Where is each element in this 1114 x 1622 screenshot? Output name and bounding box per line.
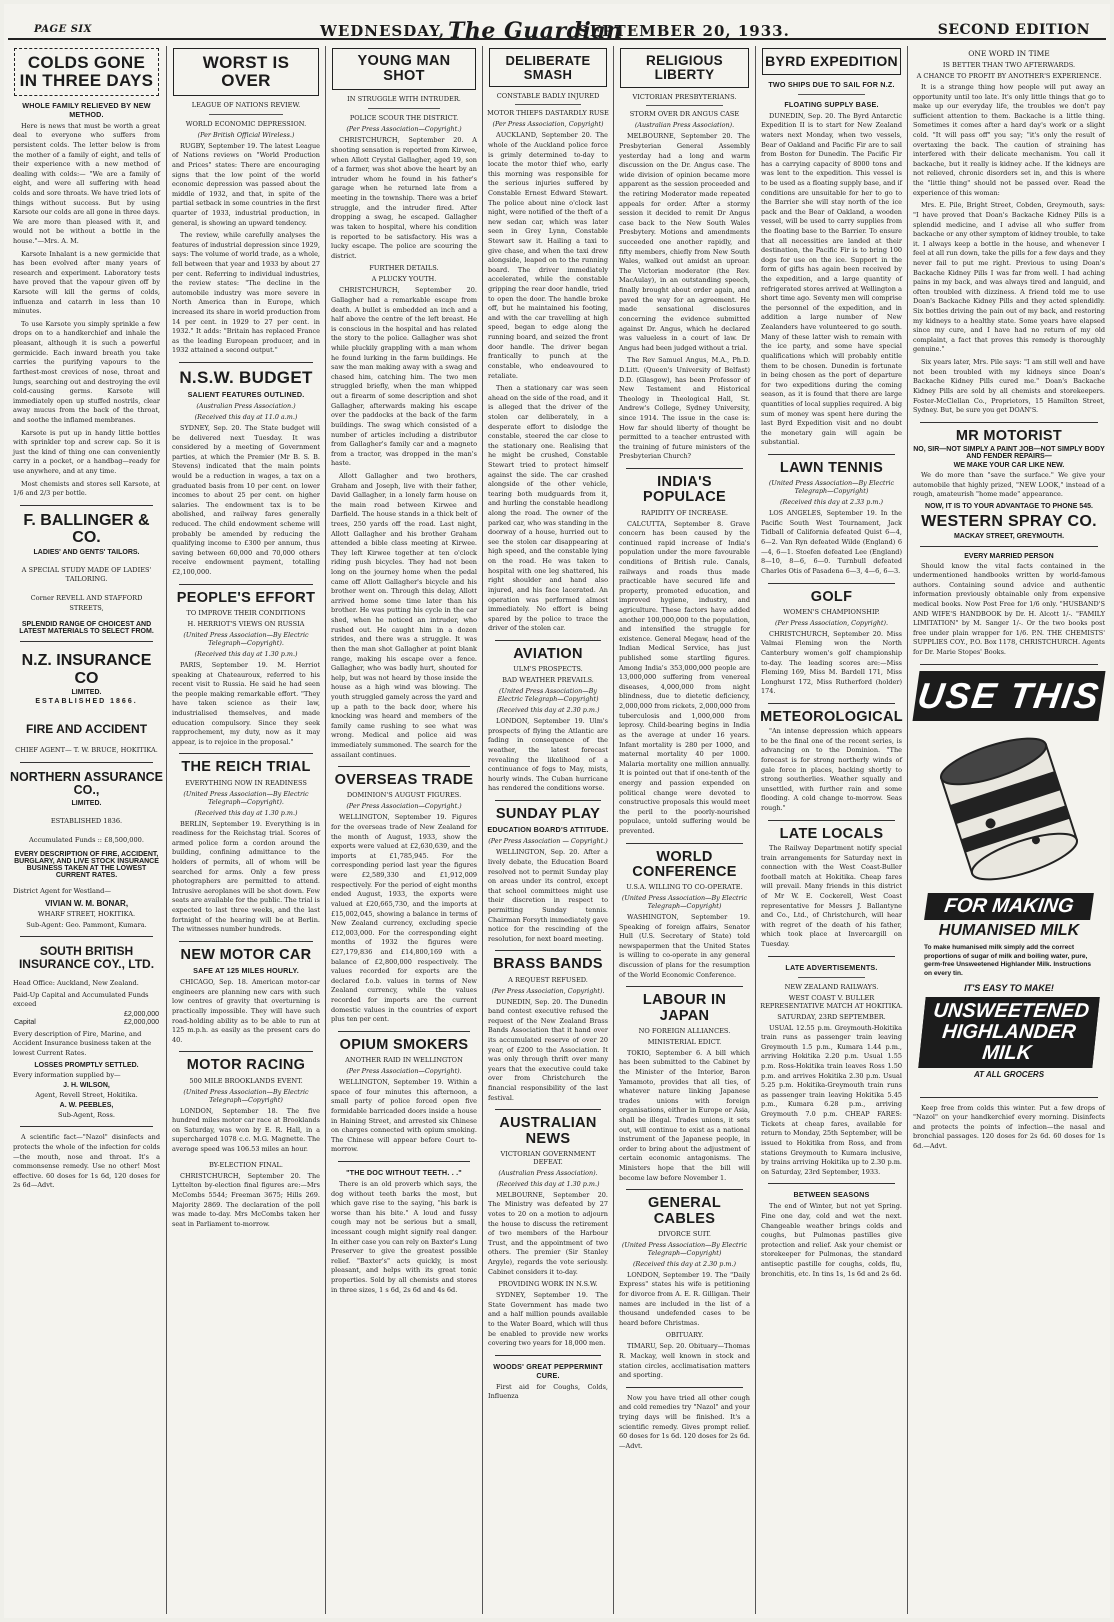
article-text: WELLINGTON, Sep. 20. After a lively debate, the Education Board resolved not to permit Sunday play on areas under its control, except that school committees might use their discretion in respect to permitting Sunday tennis. Chairman Forsyth immediately gave notice for the rescinding of the resolution, for next board meeting. [488, 848, 608, 943]
headline: WORLD CONFERENCE [632, 848, 737, 880]
news-credit: (United Press Association—By Electric Telegraph—Copyright). [183, 630, 309, 647]
divider [20, 1126, 153, 1127]
news-credit: (Received this day at 11.0 a.m.) [194, 412, 298, 421]
headline: PEOPLE'S EFFORT [176, 589, 316, 606]
column-rule [166, 46, 167, 1614]
subheadline: 500 MILE BROOKLANDS EVENT. [189, 1076, 303, 1085]
divider [798, 977, 865, 978]
ad-row [14, 1019, 159, 1026]
newspaper-page [4, 4, 1110, 1618]
subheadline: MOTOR THIEFS DASTARDLY RUSE [487, 109, 609, 118]
news-credit: (Received this day at 1.30 p.m.) [194, 649, 298, 658]
subheadline: H. HERRIOT'S VIEWS ON RUSSIA [187, 619, 305, 628]
subheadline: NO FOREIGN ALLIANCES. [638, 1026, 731, 1035]
divider [646, 105, 723, 106]
subheadline: NEW ZEALAND RAILWAYS. [784, 982, 879, 991]
column-rule [755, 46, 756, 1614]
ad-title: SOUTH BRITISH INSURANCE COY., LTD. [18, 944, 155, 972]
ad-line: WHARF STREET, HOKITIKA. [37, 909, 136, 918]
news-credit: (United Press Association—By Electric Telegraph—Copyright) [497, 687, 599, 704]
page-number: PAGE SIX [34, 24, 92, 35]
article-text: SYDNEY, September 19. The State Government has made two and a half million pounds available to the Water Board, which will thus be enabled to provide new works covering two years for 18,000 men. [488, 1291, 608, 1348]
divider [20, 762, 153, 763]
divider [768, 703, 895, 704]
article-text: DUNEDIN, Sep. 20. The Dunedin band contest executive refused the request of the New Zealand Brass Bands Association that it hand over its accumulated reserve of over 20 year, of £200 to the Association. It was only through thrift over many years that the executive could take over from Christchurch the financial responsibility of the last festival. [488, 997, 608, 1102]
milk-advertisement [916, 671, 1102, 1091]
news-credit: (United Press Association—By Electric Telegraph—Copyright) [621, 1240, 748, 1257]
subheadline: SATURDAY, 23RD SEPTEMBER. [777, 1012, 886, 1021]
article-text: RUGBY, September 19. The latest League of Nations reviews on "World Production and Prices" states: There are encouraging signs that the low point of the world economic depression was passed about the middle of 1932, and that, in spite of the partial setback in some countries in the first quarter of 1933, industrial production, in general, is showing an upward tendency. [172, 141, 320, 227]
news-credit: (Per Press Association, Copyright). [491, 986, 605, 995]
subheadline: A CHANCE TO PROFIT BY ANOTHER'S EXPERIENCE. [916, 72, 1102, 80]
divider [626, 1387, 743, 1388]
article-text: MELBOURNE, September 20. The Ministry was defeated by 27 votes to 20 on a motion to adjourn the house to discuss the retirement of two members of the Harbour Trust, and the appointment of two others. The premier (Sir Stanley Argyle), regards the vote seriously. Cabinet considers it to-day. [488, 1190, 608, 1276]
divider [20, 505, 153, 506]
ad-line: LIMITED. [71, 689, 102, 697]
article-text: "An intense depression which appears to be the final one of the recent series, is advancing on to the Dominion. "The forecast is for strong northerly winds of gale force in places, backing shortly to strong southerlies. Weather squally and unsettled, with further rain and some flooding. A cold change to-morrow. Seas rough." [761, 727, 902, 813]
column-rule [613, 46, 614, 1614]
subheadline: BY-ELECTION FINAL. [208, 1160, 284, 1169]
divider [20, 936, 153, 937]
ad-line: VIVIAN W. M. BONAR, [44, 898, 129, 908]
subheadline: BAD WEATHER PREVAILS. [502, 676, 594, 685]
subheadline: FURTHER DETAILS. [369, 264, 439, 273]
divider [495, 640, 601, 641]
divider [920, 546, 1098, 547]
ad-line: LADIES' AND GENTS' TAILORS. [33, 549, 140, 557]
news-credit: (Per Press Association—Copyright). [346, 1067, 462, 1076]
article-text: To use Karsote you simply sprinkle a few drops on to a handkerchief and inhale the pleasant, although it is such a powerful germicide. Each inward breath you take carries the purifying vapours to the farthest-most crevices of nose, throat and lungs, searching out and destroying the evil cold-causing germs. Karsote will immediately open up stuffed nostrils, clear away mucus from the back of the throat, and soothe the inflamed membranes. [13, 319, 160, 424]
ad-line: Sub-Agent: Geo. Pammont, Kumara. [26, 920, 147, 929]
column-2 [169, 46, 323, 1614]
divider [179, 362, 313, 363]
article-text: There is an old proverb which says, the dog without teeth barks the most, but which gave rise to the saying, "his bark is worse than his bite." A loud and fussy cough may not be serious but a small, incessant cough might signify real danger. In either case you can rely on Baxter's Lung Preserver to give the greatest possible relief. "Baxter's" acts quickly, is most pleasant, and helps with its great tonic properties. Sold by all chemists and stores in three sizes, 1 s 6d, 2s 6d and 4s 6d. [331, 1179, 477, 1294]
subheadline: VICTORIAN GOVERNMENT DEFEAT. [500, 1149, 596, 1166]
subheadline: DOMINION'S AUGUST FIGURES. [346, 791, 462, 800]
subheadline: EDUCATION BOARD'S ATTITUDE. [487, 825, 609, 835]
column-rule [907, 46, 908, 1614]
ad-line: Corner REVELL AND STAFFORD STREETS, [30, 594, 143, 612]
divider [495, 950, 601, 951]
ad-line: ESTABLISHED 1866. [35, 698, 138, 706]
ad-headline: USE THIS [912, 671, 1105, 721]
subheadline: LEAGUE OF NATIONS REVIEW. [191, 100, 301, 109]
ad-line: AT ALL GROCERS [973, 1070, 1045, 1080]
article-text: CALCUTTA, September 8. Grave concern has been caused by the continued rapid increase of India's population under the more favourable conditions of British rule. Canals, railways and roads thus made practicable have secured life and property, promoted education, and improved hygiene, industry, and agriculture. These factors have added another 100,000,000 to the population, and intensified the struggle for existence. General Megaw, head of the Indian Medical Service, has just published some startling figures. Among India's 353,000,000 people are 13,000,000 suffering from venereal diseases, 4,000,000 from night blindness, due to dietetic deficiency, 2,000,000 from rickets, 2,000,000 from tuberculosis and 1,000,000 from leprosy. Child-bearing begins in India as the average at under 16 years. Infant mortality is 280 per 1000, and maternal mortality 40 per 1000. Malaria mortality one million annually. It is pointed out that if one-tenth of the energy and passion expended on political change were devoted to constructive proposals this would meet the peril to the poorly-nourished populace, untold suffering would be prevented. [619, 519, 750, 835]
divider [768, 583, 895, 584]
news-credit: (Per Press Association, Copyright) [492, 120, 604, 129]
ad-line: A SPECIAL STUDY MADE OF LADIES' TAILORING. [21, 566, 152, 584]
headline: ONE WORD IN TIME [968, 49, 1050, 58]
ad-label: Capital [14, 1019, 36, 1027]
divider [626, 843, 743, 844]
subheadline: A PLUCKY YOUTH. [371, 275, 437, 284]
news-credit: (Received this day at 2.33 p.m.) [780, 498, 883, 507]
news-credit: (Per Press Association—Copyright.) [346, 802, 462, 811]
article-text: The review, while carefully analyses the features of industrial depression since 1929, says: The volume of world trade, as a whole, fell between that year and 1933 by about 27 per cent. Referring to individual industries, the review states: "The decline in the automobile industry was more severe in North America than in Europe, which increased its share in world production from 14 per cent. in 1929 to 27 per cent. in 1932." It adds: "Britain has replaced France as the leading European producer, and in 1932 attained a second output." [172, 231, 320, 355]
ad-title: FIRE AND ACCIDENT [25, 722, 148, 737]
advertorial-text: Keep free from colds this winter. Put a few drops of "Nazol" on your handkerchief every morning. Disinfects and protects the points of infection—the nasal and bronchial passages. 120 doses for 2s 6d. 60 doses for 1s 6d.—Advt. [913, 1103, 1105, 1151]
subheadline: STORM OVER DR ANGUS CASE [629, 110, 740, 119]
ad-line: CHIEF AGENT— T. W. BRUCE, HOKITIKA. [15, 746, 158, 755]
subheadline: ULM'S PROSPECTS. [513, 665, 583, 674]
headline: NEW MOTOR CAR [180, 946, 312, 963]
headline: LATE LOCALS [779, 825, 884, 842]
ad-text: To make humanised milk simply add the correct proportions of sugar of milk and boiling water, pure, germ-free Unsweetened Highlander Milk. Instructions on every tin. [924, 943, 1092, 978]
headline: RELIGIOUS LIBERTY [620, 48, 749, 88]
headline: METEOROLOGICAL [760, 708, 903, 725]
milk-tin-illustration [929, 729, 1089, 889]
subheadline: IS BETTER THAN TWO AFTERWARDS. [942, 61, 1076, 69]
subheadline: RAPIDITY OF INCREASE. [641, 508, 728, 517]
article-text: The Railway Department notify special train arrangements for Saturday next in connection with the West Coast-Buller football match at Hokitika. Cheap fares will prevail. Many friends in this district of Mr W. E. Cockerell, West Coast representative for Messrs J. Ballantyne and Co., Ltd., of Christchurch, will hear with regret of the death of his father, which took place at Invercargill on Tuesday. [761, 843, 902, 948]
subheadline: CONSTABLE BADLY INJURED [496, 92, 600, 101]
masthead [8, 10, 1106, 44]
divider [179, 1051, 313, 1052]
ad-body [916, 893, 1102, 1080]
article-text: Most chemists and stores sell Karsote, at 1/6 and 2/3 per bottle. [13, 479, 160, 498]
divider [768, 1183, 895, 1184]
advertorial-text: Six years later, Mrs. Pile says: "I am still well and have not been troubled with my kidneys since Doan's Backache Kidney Pills cured me." Doan's Backache Kidney Pills are sold by all chemists and storekeepers. Foster-McClellan Co., Proprietors, 15 Hamilton Street, Sydney. But, be sure you get DOAN'S. [913, 358, 1105, 415]
divider [179, 753, 313, 754]
headline: COLDS GONE IN THREE DAYS [14, 48, 159, 96]
article-text: CHRISTCHURCH, September 20. Gallagher had a remarkable escape from death. A bullet is embedded an inch and a half above the centre of the left breast. He is conscious in the hospital and has related the story to the police. Gallagher was shot while pluckily grappling with a man whom he found lurking in the farm buildings. He saw the man making away with a swag and chased him, catching him. The two men struggled briefly, when the man whipped out a firearm of some description and shot Gallagher, afterwards making his escape over the paddocks at the back of the farm buildings. The swag which consisted of a number of articles including a distributor from Gallagher's family car and a magneto from a tractor, was dropped in the man's haste. [331, 286, 477, 468]
ad-line: Accumulated Funds :: £8,500,000. [29, 836, 144, 845]
subheadline: VICTORIAN PRESBYTERIANS. [632, 93, 737, 102]
divider [768, 820, 895, 821]
ad-title: EVERY MARRIED PERSON [964, 552, 1054, 560]
article-text: The Rev Samuel Angus, M.A., Ph.D. D.Litt. (Queen's University of Belfast) D.D. (Glasgow), has been Professor of New Testament and Historical Theology in Theological Hall, St. Andrew's College, Sydney University, since 1914. The issue in the case is: How far should liberty of thought be permitted to a teacher entrusted with the training of future ministers of the Presbyterian Church? [619, 356, 750, 461]
headline: BRASS BANDS [493, 956, 603, 973]
news-credit: (Received this day at 1.30 p.m.) [194, 808, 298, 817]
subheadline: IN STRUGGLE WITH INTRUDER. [347, 95, 461, 104]
ad-line: LIMITED. [71, 800, 102, 807]
advertorial-text: It is a strange thing how people will put away an opportunity until too late. It's only little things that go to make up our everyday life, the troubles we don't pay sufficient attention to them. Backache is a little thing. Sometimes it comes after a hard day's work or a slight cold. "It will pass off" you say; "it's only the result of overtaxing the back. The caution of straining has interfered with their delicate mechanism. You call it backache, but it really is kidney ache. If the kidneys are not relieved, chronic disorders set in, and this is where the "little thing" should not be passed over. Read the experience of this woman: [913, 83, 1105, 197]
ad-line: J. H. WILSON, [63, 1082, 110, 1089]
ad-line: ESTABLISHED 1836. [50, 817, 123, 825]
subheadline: U.S.A. WILLING TO CO-OPERATE. [626, 883, 743, 892]
headline: SUNDAY PLAY [495, 806, 601, 823]
ad-line: Agent, Revell Street, Hokitika. [35, 1091, 138, 1099]
headline: MOTOR RACING [186, 1057, 306, 1074]
ad-line: Sub-Agent, Ross. [58, 1111, 115, 1120]
news-credit: (United Press Association—By Electric Telegraph—Copyright) [621, 894, 748, 911]
divider [179, 584, 313, 585]
article-text: LONDON, September 18. The five hundred miles motor car race at Brooklands on Saturday, was won by E. R. Hall, in a supercharged 1078 c.c. M.G. Magnette. The average speed was 106.53 miles an hour. [172, 1106, 320, 1154]
article-text: Karsote is put up in handy little bottles with sprinkler top and screw cap. So it is just the kind of thing one can conveniently carry in a pocket, or a handbag—ready for use anywhere, and at any time. [13, 428, 160, 476]
ad-value: £2,000,000 [123, 1011, 159, 1019]
article-text: TOKIO, September 6. A bill which has been submitted to the Cabinet by the Minister of the Interior, Baron Yamamoto, provides that all ties, of whatever nature linking Japanese trades unions with foreign organisations, either in Europe or Asia, shall be illegal. Trades unions, it sets out, will continue to exist as a national instrument of the Japanese people, in order to bring about the adjustment of certain economic antagonisms. The Ministers hope that the bill will become law before November 1. [619, 1048, 750, 1182]
subheadline: TWO SHIPS DUE TO SAIL FOR N.Z. [768, 79, 895, 89]
subheadline: WEST COAST V. BULLER REPRESENTATIVE MATCH AT HOKITIKA. [760, 993, 903, 1010]
divider [920, 664, 1098, 665]
subheadline: TO IMPROVE THEIR CONDITIONS [186, 608, 306, 617]
newspaper-title: The Guardian [448, 18, 623, 44]
headline: YOUNG MAN SHOT [332, 48, 476, 90]
headline: LAWN TENNIS [779, 460, 884, 477]
ad-title: F. BALLINGER & CO. [23, 511, 150, 547]
headline: AUSTRALIAN NEWS [499, 1115, 597, 1147]
masthead-day: WEDNESDAY, [320, 22, 446, 40]
ad-line: Paid-Up Capital and Accumulated Funds exceed [13, 990, 149, 1008]
article-text: Karsote Inhalant is a new germicide that has been evolved after many years of research and experiment. Laboratory tests have proved that the vapour given off by Karsote will kill the germs of colds, influenza and catarrh in less than 10 minutes. [13, 249, 160, 316]
headline: BYRD EXPEDITION [762, 48, 901, 75]
subheadline: WOMEN'S CHAMPIONSHIP. [783, 607, 880, 616]
article-text: BERLIN, September 19. Everything is in readiness for the Reichstag trial. Scores of armed police form a cordon around the building, confining admittance to the holders of permits, all of whom will be searched for arms. Only a few press photographers are permitted to attend. Intrusive aeroplanes will be shot down. Few seats are available for the public. The trial is expected to last three weeks, and the last fortnight of the hearing will be at Berlin. The witnesses number hundreds. [172, 819, 320, 934]
article-text: CHICAGO, Sep. 18. American motor-car engineers are planning new cars with such low centres of gravity that overturning is practically impossible. They will have such road-holding ability as to be able to run at 125 m.p.h. as easily as the present cars do 40. [172, 978, 320, 1044]
headline: OVERSEAS TRADE [334, 772, 474, 789]
divider [768, 956, 895, 957]
ad-line: IT'S EASY TO MAKE! [964, 983, 1054, 994]
article-text: TIMARU, Sep. 20. Obituary—Thomas R. Mackay, well known in stock and station circles, acclimatisation matters and sporting. [619, 1342, 750, 1380]
column-rule [482, 46, 483, 1614]
article-text: WELLINGTON, September 19. Figures for the overseas trade of New Zealand for the month of August, 1933, show the exports were valued at £2,630,639, and the imports at £1,785,945. For the corresponding period last year the figures were £2,589,330 and £1,912,009 respectively. For the period of eight months ended August, 1933, the exports were valued at £20,665,730, and the imports at £15,002,045, showing a balance in terms of New Zealand currency, excluding specie £12,003,000. For the corresponding eight months of 1932 the figures were £27,179,836 and £14,800,169 with a balance of £2,800,000 respectively. The values recorded for exports are the declared f.o.b. values in terms of New Zealand currency, while the values recorded for imports are the current domestic values in the countries of export plus ten per cent. [331, 813, 477, 1024]
article-text: CHRISTCHURCH, September 20. A shooting sensation is reported from Kirwee, when Allott Crystal Gallagher, aged 19, son of a farmer, was shot above the heart by an intruder whom he found in his father's garage when he returned late from a meeting in the township. There was a brief struggle, and the intruder fired. After dropping a swag, he escaped. Gallagher was taken to hospital, where his condition is reported to be satisfactory. His was a lucky escape. The police are scouring the district. [331, 136, 477, 260]
news-credit: (United Press Association—By Electric Telegraph—Copyright). [183, 789, 309, 806]
news-credit: (Australian Press Association). [498, 1168, 598, 1177]
ad-brand: UNSWEETENED HIGHLANDER MILK [918, 997, 1099, 1068]
headline: DELIBERATE SMASH [489, 48, 607, 87]
news-credit: (United Press Association—By Electric Telegraph—Copyright) [183, 1087, 309, 1104]
edition-label: SECOND EDITION [937, 22, 1090, 38]
subheadline: DIVORCE SUIT. [657, 1229, 712, 1238]
subheadline: "THE DOC WITHOUT TEETH. . ." [346, 1167, 462, 1177]
column-7 [910, 46, 1108, 1614]
column-rule [325, 46, 326, 1614]
divider [920, 422, 1098, 423]
ad-title: NORTHERN ASSURANCE CO., [10, 769, 163, 798]
ad-title: WESTERN SPRAY CO. [921, 512, 1097, 530]
subheadline: LATE ADVERTISEMENTS. [785, 962, 878, 972]
advertorial-text: Now you have tried all other cough and cold remedies try "Nazol" and your trying days will be finished. It's a scientific remedy. Gives prompt relief. 60 doses for 1s 6d. 120 doses for 2s 6d.—Advt. [619, 1393, 750, 1450]
news-credit: (Received this day at 2.30 p.m.) [633, 1259, 736, 1268]
advertorial-text: The end of Winter, but not yet Spring. Fine one day, cold and wet the next. Changeable weather brings colds and coughs, but Pulmonas pastilles give protection and relief. Ask your chemist or storekeeper for Pulmonas, the standard antiseptic pastille for coughs, colds, flu, bronchitis, etc. In tins 1s, 1s 6d and 2s 6d. [761, 1202, 902, 1278]
headline: LABOUR IN JAPAN [642, 992, 727, 1024]
column-5 [616, 46, 753, 1614]
milk-tin-icon [929, 729, 1089, 889]
article-text: AUCKLAND, September 20. The whole of the Auckland police force is grimly determined to-day to locate the motor thief who, early this morning was responsible for the serious injuries suffered by Constable Ernest Edward Stewart. The police about nine o'clock last night, were notified of the theft of a new sedan car, which was later seen in Grey Lynn, Constable Stewart saw it. Hailing a taxi to give chase, and when the taxi drew alongside, leaped on to the running board. The driver immediately accelerated, while the constable gripping the rear door handle, tried to open the door. The handle broke off, but he maintained his footing, and with the car travelling at high speed, began to edge along the running board, and seized the front door handle. The driver began frantically to punch at the constable, who endeavoured to retaliate. [488, 131, 608, 380]
subheadline: A REQUEST REFUSED. [508, 975, 588, 984]
article-text: CHRISTCHURCH, September 20. Miss Valmai Fleming won the North Canterbury women's golf championship to-day. The leading scores are:—Miss Fleming 169, Miss M. Bardell 171, Miss Longhurst 172, Miss Rutherford (holder) 174. [761, 629, 902, 696]
advertorial-text: Mrs. E. Pile, Bright Street, Cobden, Greymouth, says: "I have proved that Doan's Backache Kidney Pills is a splendid medicine, and I advise all who suffer from backache or any other symptom of kidney trouble, to take it. I always keep a bottle in the house, and whenever I feel at all run down, take the pills for a few days and they never fail to put me right. Previous to using Doan's Backache Kidney Pills I was far from well. I had aching pains in my back, and was always tired and languid, and often troubled with dizziness. A friend told me to use Doan's Backache Kidney Pills and they acted splendidly. Six bottles driving the pain out of my back, and restoring my kidneys to a healthy state. Some years have elapsed since my cure, and I have had no return of my old complaint, a fact that proves this remedy is thoroughly genuine." [913, 201, 1105, 354]
divider [495, 1355, 601, 1356]
column-4 [485, 46, 611, 1614]
headline: GOLF [810, 588, 853, 605]
news-credit: (Per Press Association—Copyright.) [346, 125, 462, 134]
divider [338, 1161, 470, 1162]
headline: OPIUM SMOKERS [339, 1036, 469, 1053]
article-text: First aid for Coughs, Colds, Influenza [488, 1382, 608, 1401]
ad-text: Should know the vital facts contained in the undermentioned handbooks written by world-famous authors. Containing sound advice and authentic information previously obtainable only from expensive medical books. Now Post Free for 1/6 only. "HUSBAND'S AND WIFE'S HANDBOOK by Dr. H. Alcott 1/-. "FAMILY LIMITATION" by M. Sanger 1/-. Or the two books post free under plain wrapper for 1/6. P.N. THE CHEMISTS' SUPPLIES COY., P.O. Box 1178, CHRISTCHURCH. Agents for Dr. Marie Stopes' Books. [913, 561, 1105, 657]
ad-line: WE MAKE YOUR CAR LIKE NEW. [953, 461, 1065, 469]
ad-title: N.Z. INSURANCE CO [21, 651, 152, 687]
article-text: Here is news that must be worth a great deal to everyone who suffers from persistent colds. The letter below is from the mother of a family of eight, and tells of their experience with a new method of dealing with colds:— "We are a family of eight, and were all suffering with head colds and sore throats. We have tried lots of things without success. But by using Karsote our colds are all gone in three days. We are more than pleased with it, and would not be without a bottle in the house."—Mrs. A. M. [13, 121, 160, 245]
headline: INDIA'S POPULACE [643, 474, 726, 506]
headline: N.S.W. BUDGET [179, 368, 313, 388]
news-credit: (Received this day at 2.30 p.m.) [496, 706, 600, 715]
subheadline: OBITUARY. [665, 1331, 704, 1340]
divider [515, 104, 581, 105]
divider [626, 986, 743, 987]
article-text: LONDON, September 19. Ulm's prospects of flying the Atlantic are fading in consequence of the weather, the latest forecast revealing the likelihood of a continuance of fogs to May, mists, hourly winds. The Cuban hurricane has rendered the conditions worse. [488, 717, 608, 793]
divider [495, 800, 601, 801]
divider [20, 641, 153, 642]
subheadline: WORLD ECONOMIC DEPRESSION. [185, 119, 307, 128]
ad-line: NOW, IT IS TO YOUR ADVANTAGE TO PHONE 545. [925, 502, 1093, 510]
column-3 [328, 46, 480, 1614]
article-text: DUNEDIN, Sep. 20. The Byrd Antarctic Expedition II is to start for New Zealand waters next Monday, when two vessels, Bear of Oakland and Pacific Fir are to sail from Boston for Dunedin. The Pacific Fir has a carrying capacity of 8000 tons and was lent to the expedition. This vessel is to be used as a floating supply base, and if conditions are unsuitable for her to go to the Barrier she will stay north of the ice pack and the Bear of Oakland, a wooden vessel, will be used to carry supplies from the floating base to the Barrier. To ensure that all necessities are landed at their destination, the Pacific Fir is to bring 100 dogs for use on the ice. Support in the form of gifts has again been received by the expedition, and a large quantity of refrigerated stores arrived at Wellington a short time ago. Seventy men will comprise the personnel of the expedition, and in addition a large number of New Zealanders have volunteered to go south. Many of these latter wish to remain with the ice party, and some have special qualifications which will probably entitle them to be chosen. Dunedin is fortunate in being chosen as the port of departure for two expeditions during the coming season, as it is found that there are large quantities of local supplies required. A big sum of money was spent here during the last Byrd Expedition visit and no doubt the monetary gain will again be substantial. [761, 111, 902, 447]
divider [179, 941, 313, 942]
headline: WORST IS OVER [173, 48, 319, 96]
divider [338, 1031, 470, 1032]
column-6 [758, 46, 905, 1614]
ad-line: District Agent for Westland— [13, 887, 111, 896]
ad-line: SPLENDID RANGE OF CHOICEST AND LATEST MATERIALS TO SELECT FROM. [19, 620, 154, 635]
article-text: WASHINGTON, September 19. Speaking of foreign affairs, Senator Hull (U.S. Secretary of State) told newspapermen that the United States is willing to co-operate in any general discussion of plans for the resumption of the World Economic Conference. [619, 913, 750, 979]
subheadline: SAFE AT 125 MILES HOURLY. [193, 966, 299, 976]
article-text: Allott Gallagher and two brothers, Graham and Joseph, live with their father, David Gallagher, in a lonely farm house on the main road between Kirwee and Darfield. The house stands in a thick belt of trees, 250 yards off the road. Last night, Allott Gallagher and his brother Graham attended a bible class meeting at Kirwee. They left Kirwee together at ten o'clock riding push bicycles. They had not been long on the journey home when the pedal came off Allott Gallagher's bicycle and his brother went on. Through this delay, Allott arrived home some time later than his brother. He was putting his cycle in the car shed, when he noticed an intruder, who rushed out. He caught him in a dozen strides, and there was a struggle. It was then the man shot Gallagher at point blank range, making his escape over a fence. Gallagher, who was badly hurt, shouted for help, but was not heard by those inside the house as a high wind was blowing. The youth struggled gamely across the yard and up a path to the back door, where his knocking was heard and members of the family came rushing to see what was wrong. Medical and police aid was immediately summoned. The search for the assailant continues. [331, 471, 477, 759]
news-credit: (Australian Press Association). [634, 121, 735, 130]
ad-line: FOR MAKING [924, 893, 1094, 920]
ad-line: Every description of Fire, Marine, and Accident Insurance business taken at the lowest Current Rates. [13, 1030, 152, 1057]
news-credit: (Per Press Association — Copyright.) [488, 837, 608, 846]
article-text: SYDNEY, Sep. 20. The State budget will be delivered next Tuesday. It was considered by a meeting of Government parties, at which the Premier (Mr B. S. B. Stevens) indicated that the main points would be a reduction in wages, a tax on a graduated basis from 10 per cent. on lower incomes to about 25 per cent. on higher salaries. The endowment tax is to be abolished, and railway fares generally reduced. The child endowment scheme will probably be amended by reducing the qualifying income to £300 per annum, thus saving between 60,000 and 70,000 others receive endowment payment, totalling £2,100,000. [172, 423, 320, 577]
article-text: LONDON, September 19. The "Daily Express" states his wife is petitioning for divorce from A. E. R. Gilligan. Their names are included in the list of a thousand undefended cases to be heard before Christmas. [619, 1270, 750, 1327]
headline: THE REICH TRIAL [181, 759, 311, 776]
ad-line: Every information supplied by— [13, 1070, 121, 1079]
subheadline: MINISTERIAL EDICT. [647, 1037, 722, 1046]
news-credit: (Per British Official Wireless.) [197, 130, 295, 139]
article-text: MELBOURNE, September 20. The Presbyterian General Assembly yesterday had a long and warm discussion on the Dr. Angus case. The wide division of opinion became more apparent as the session proceeded and the retiring Moderator made repeated appeals for order. After a stormy session it decided to remit Dr Angus case back to the New South Wales Presbytery. Motions and amendments succeeded one another rapidly, and fifty members, chiefly from New South Wales, walked out amidst an uproar. The Victorian moderator (the Rev. MacAulay), in an outstanding speech, finally brought about order again, and paved the way for an agreement. He made sensational disclosures concerning the evidence submitted against Dr. Angus, which he declared was valueless in a court of law. Dr Angus had been judged without a trial. [619, 132, 750, 352]
divider [798, 94, 865, 95]
subheadline: WOODS' GREAT PEPPERMINT CURE. [493, 1361, 603, 1380]
divider [495, 1109, 601, 1110]
column-1 [10, 46, 163, 1614]
news-credit: (Australian Press Association.) [196, 401, 296, 410]
article-text: PARIS, September 19. M. Herriot speaking at Chateauroux, referred to his recent visit to Russia. He said he had seen the people making remarkable effort. "They have taken science as their law, industrialised themselves, and made education compulsory. Since they seek rapprochement, my duty, now as it may appear, is to rejoice in the proposal." [172, 660, 320, 746]
ad-value: £2,000,000 [123, 1019, 159, 1027]
divider [768, 454, 895, 455]
headline: AVIATION [513, 645, 583, 662]
subheadline: POLICE SCOUR THE DISTRICT. [349, 114, 459, 123]
ad-line: MACKAY STREET, GREYMOUTH. [953, 532, 1065, 540]
ad-line: HUMANISED MILK [938, 921, 1080, 939]
subheadline: ANOTHER RAID IN WELLINGTON [345, 1056, 463, 1065]
divider [626, 468, 743, 469]
ad-title: MR MOTORIST [955, 427, 1063, 444]
ad-text: We do more than "save the surface." We give your automobile that highly prized, "NEW LOOK," instead of a rough, amateurish "home made" appearance. [913, 470, 1105, 499]
divider [209, 114, 283, 115]
ad-row [14, 1011, 159, 1018]
article-text: Then a stationary car was seen ahead on the side of the road, and it is alleged that the driver of the stolen car deliberately, in a desperate effort to dislodge the constable, steered the car close to the stationary one. Realising that he might be crushed, Constable Stewart tried to protect himself against the side. The car crashed alongside of the other vehicle, tearing both mudguards from it, and hurling the constable headlong along the road. The owner of the parked car, who was standing in the doorway of a house, hurried out to see the stolen car disappearing at high speed, and the constable lying on the road. He was taken to hospital with one leg shattered, his right shoulder and hand also injured, and his face lacerated. An operation was performed almost immediately. No effort is being spared by the police to trace the driver of the stolen car. [488, 384, 608, 633]
article-text: USUAL 12.55 p.m. Greymouth-Hokitika train runs as passenger train leaving Greymouth 1.5 p.m., Kumara 1.44 p.m., arriving Hokitika 2.20 p.m. Usual 1.55 p.m. Ross-Hokitika train leaves Ross 1.50 p.m. and arrives Hokitika 2.30 p.m. Usual 5.25 p.m. Hokitika-Greymouth train runs as passenger train leaving Hokitika 5.45 p.m., Kumara 6.28 p.m., arriving Greymouth 7.0 p.m. CHEAP FARES: Tickets at cheap fares, available for return to Monday, 25th September, will be issued to Hokitika from Ross, and from stations Greymouth to Kumara inclusive, by trains arriving Hokitika up to 2.30 p.m. on Saturday, 23rd September, 1933. [761, 1023, 902, 1176]
subheadline: FLOATING SUPPLY BASE. [784, 99, 879, 109]
news-credit: (Received this day at 1.30 p.m.) [496, 1179, 600, 1188]
divider [338, 766, 470, 767]
ad-line: EVERY DESCRIPTION OF FIRE, ACCIDENT, BURGLARY, AND LIVE STOCK INSURANCE BUSINESS TAKEN AT THE LOWEST CURRENT RATES. [14, 851, 159, 880]
article-text: LOS ANGELES, September 19. In the Pacific South West Tournament, Jack Tidball of California defeated Quist 6—4, 6—2. Van Ryn defeated Wilde (England) 6—4, 6—1. Stoefen defeated Lee (England) 8—10, 8—6, 6—0. Turnbull defeated Charles Otis of Pasadena 6—3, 4—6, 6—3. [761, 509, 902, 575]
article-text: CHRISTCHURCH, September 20. The Lyttelton by-election final figures are:—Mrs McCombs 5544; Freeman 3675; Hills 269. Majority 2869. The declaration of the poll was made to-day. Mrs McCombs taken her seat in Parliament to-morrow. [172, 1171, 320, 1228]
ad-line: LOSSES PROMPTLY SETTLED. [34, 1061, 139, 1069]
divider [920, 1097, 1098, 1098]
divider [368, 108, 440, 109]
news-credit: (United Press Association—By Electric Telegraph—Copyright) [768, 479, 895, 496]
article-text: WELLINGTON, September 19. Within a space of four minutes this afternoon, a small party of police forced open five formidable barricaded doors inside a house in Haining Street, and arrested six Chinese on charges connected with opium smoking. The Chinese will appear before Court to-morrow. [331, 1078, 477, 1154]
subheadline: WHOLE FAMILY RELIEVED BY NEW METHOD. [22, 100, 151, 119]
headline: GENERAL CABLES [648, 1195, 721, 1227]
ad-line: Head Office: Auckland, New Zealand. [13, 979, 139, 988]
divider [626, 1189, 743, 1190]
advertorial-text: A scientific fact—"Nazol" disinfects and protects the whole of the infection for colds—the mouth, nose and throat. It's a commonsense remedy. Use no other! Most effective. 60 doses for 1s 6d, 120 doses for 2s 6d—Advt. [13, 1133, 160, 1190]
ad-line: NO, SIR—NOT SIMPLY A PAINT JOB—NOT SIMPLY BODY AND FENDER REPAIRS— [913, 445, 1105, 460]
subheadline: PROVIDING WORK IN N.S.W. [498, 1280, 598, 1289]
subheadline: SALIENT FEATURES OUTLINED. [187, 389, 305, 399]
subheadline: EVERYTHING NOW IN READINESS [185, 778, 307, 787]
news-credit: (Per Press Association, Copyright). [774, 618, 889, 627]
ad-line: A. W. PEEBLES, [59, 1102, 114, 1110]
subheadline: BETWEEN SEASONS [793, 1190, 870, 1200]
masthead-date: SEPTEMBER 20, 1933. [578, 22, 790, 40]
